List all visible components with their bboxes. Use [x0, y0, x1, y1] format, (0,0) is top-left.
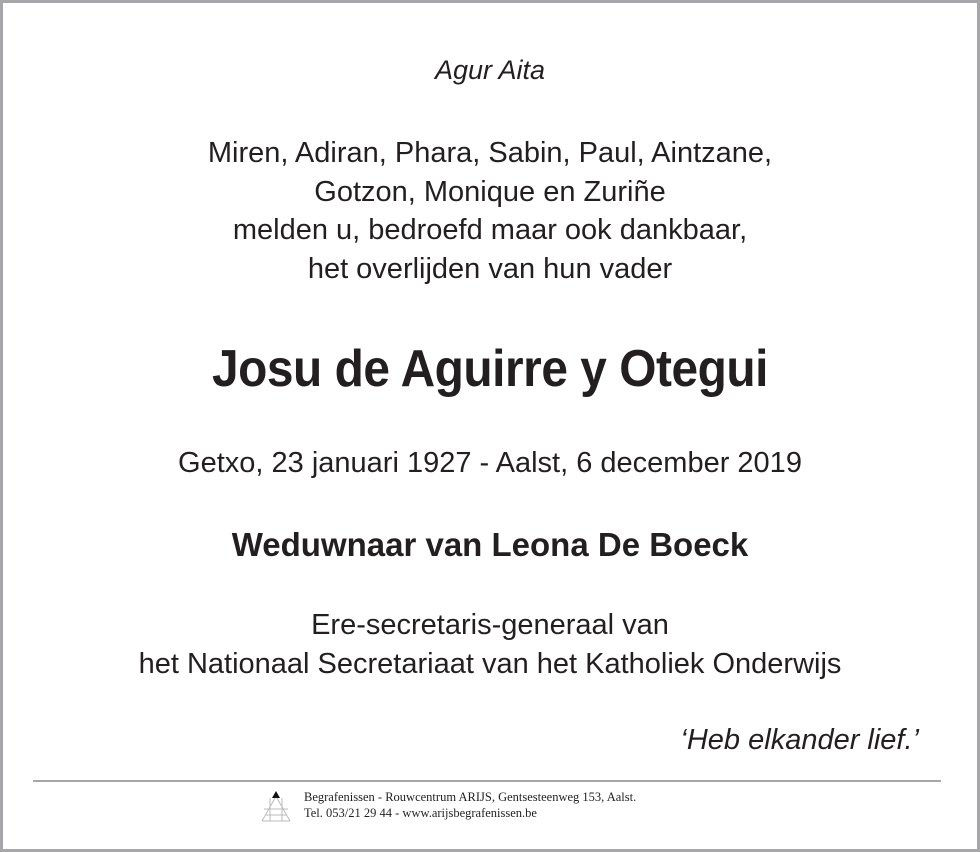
- function-line: Ere-secretaris-generaal van: [311, 609, 669, 641]
- divider: [33, 780, 941, 782]
- family-line: Miren, Adiran, Phara, Sabin, Paul, Aintzane,: [207, 137, 773, 169]
- family-line: Gotzon, Monique en Zuriñe: [314, 175, 666, 208]
- dedication: Agur Aita: [434, 55, 546, 85]
- funeral-home-logo-icon: [258, 789, 294, 823]
- footer-address: Begrafenissen - Rouwcentrum ARIJS, Gentsesteenweg 153, Aalst.: [304, 790, 637, 804]
- family-announcement: [3, 134, 977, 288]
- funeral-home-footer: [258, 789, 636, 823]
- function-description: [3, 606, 977, 684]
- spouse-line: Weduwnaar van Leona De Boeck: [231, 526, 749, 563]
- quote: ‘Heb elkander lief.’: [680, 724, 919, 756]
- family-line: melden u, bedroefd maar ook dankbaar,: [232, 214, 748, 246]
- deceased-name: Josu de Aguirre y Otegui: [211, 340, 769, 398]
- footer-contact: Tel. 053/21 29 44 - www.arijsbegrafenissen.be: [304, 806, 537, 820]
- life-dates: Getxo, 23 januari 1927 - Aalst, 6 december 2019: [178, 447, 802, 479]
- function-line: het Nationaal Secretariaat van het Katholiek Onderwijs: [138, 648, 842, 680]
- family-line: het overlijden van hun vader: [307, 252, 673, 285]
